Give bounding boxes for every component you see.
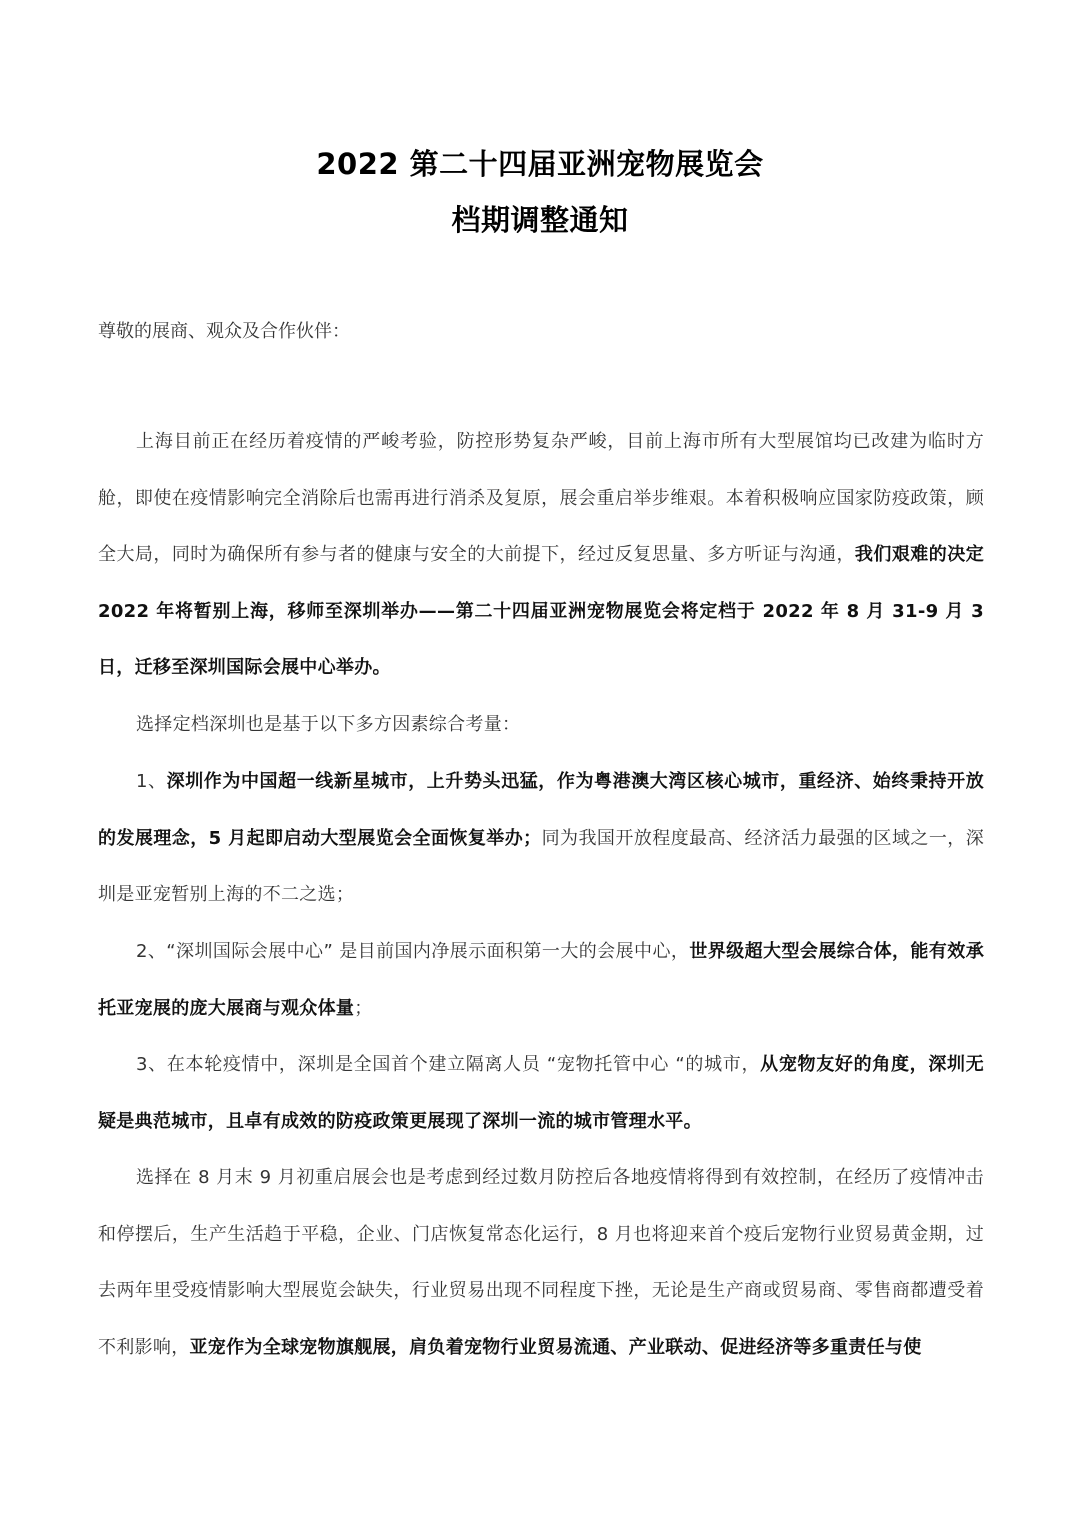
- paragraph-6-bold: 亚宠作为全球宠物旗舰展，肩负着宠物行业贸易流通、产业联动、促进经济等多重责任与使: [189, 1336, 922, 1358]
- paragraph-2: 选择定档深圳也是基于以下多方因素综合考量：: [136, 713, 521, 735]
- title-line-1: 2022 第二十四届亚洲宠物展览会: [316, 147, 764, 181]
- title-line-2: 档期调整通知: [451, 203, 629, 237]
- notice-body-reason-1: [98, 754, 984, 924]
- paragraph-3: [98, 754, 984, 924]
- paragraph-4-bold: 世界级超大型会展综合体，能有效承托亚宠展的庞大展商与观众体量: [98, 941, 984, 1019]
- paragraph-6: [98, 1150, 984, 1376]
- paragraph-6-text: 选择在 8 月末 9 月初重启展会也是考虑到经过数月防控后各地疫情将得到有效控制，在经历了疫情冲击和停摆后，生产生活趋于平稳，企业、门店恢复常态化运行，8 月也将迎来首个疫后宠物行业贸易黄金期，过去两年里受疫情影响大型展览会缺失，行业贸易出现不同程度下挫，无论是生产商或贸易商、零售商都遭受着不利影响，: [98, 1167, 984, 1358]
- paragraph-1-bold: 我们艰难的决定 2022 年将暂别上海，移师至深圳举办——第二十四届亚洲宠物展览会将定档于 2022 年 8 月 31-9 月 3 日，迁移至深圳国际会展中心举办。: [98, 544, 984, 678]
- paragraph-1-text: 上海目前正在经历着疫情的严峻考验，防控形势复杂严峻，目前上海市所有大型展馆均已改建为临时方舱，即使在疫情影响完全消除后也需再进行消杀及复原，展会重启举步维艰。本着积极响应国家防疫政策，顾全大局，同时为确保所有参与者的健康与安全的大前提下，经过反复思量、多方听证与沟通，: [98, 431, 984, 565]
- salutation: 尊敬的展商、观众及合作伙伴：: [98, 321, 350, 342]
- notice-body-timing: [98, 1150, 984, 1376]
- notice-body-reason-3: [98, 1037, 984, 1150]
- paragraph-5-text: 3、在本轮疫情中，深圳是全国首个建立隔离人员 “宠物托管中心 “的城市，: [136, 1054, 761, 1075]
- paragraph-4: [98, 924, 984, 1037]
- paragraph-1: [98, 414, 984, 697]
- paragraph-5-bold: 从宠物友好的角度，深圳无疑是典范城市，且卓有成效的防疫政策更展现了深圳一流的城市管理水平。: [98, 1054, 984, 1132]
- paragraph-4-text: 2、“深圳国际会展中心” 是目前国内净展示面积第一大的会展中心，: [136, 941, 690, 962]
- paragraph-3-bold: 深圳作为中国超一线新星城市，上升势头迅猛，作为粤港澳大湾区核心城市，重经济、始终秉持开放的发展理念，5 月起即启动大型展览会全面恢复举办；: [98, 771, 984, 849]
- notice-body-reason-2: [98, 924, 984, 1037]
- paragraph-4-end: ；: [354, 997, 373, 1019]
- paragraph-3-num: 1、: [136, 771, 167, 792]
- notice-body-intro: [98, 414, 984, 753]
- paragraph-3-text: 同为我国开放程度最高、经济活力最强的区域之一，深圳是亚宠暂别上海的不二之选；: [98, 827, 985, 905]
- paragraph-5: [98, 1037, 984, 1150]
